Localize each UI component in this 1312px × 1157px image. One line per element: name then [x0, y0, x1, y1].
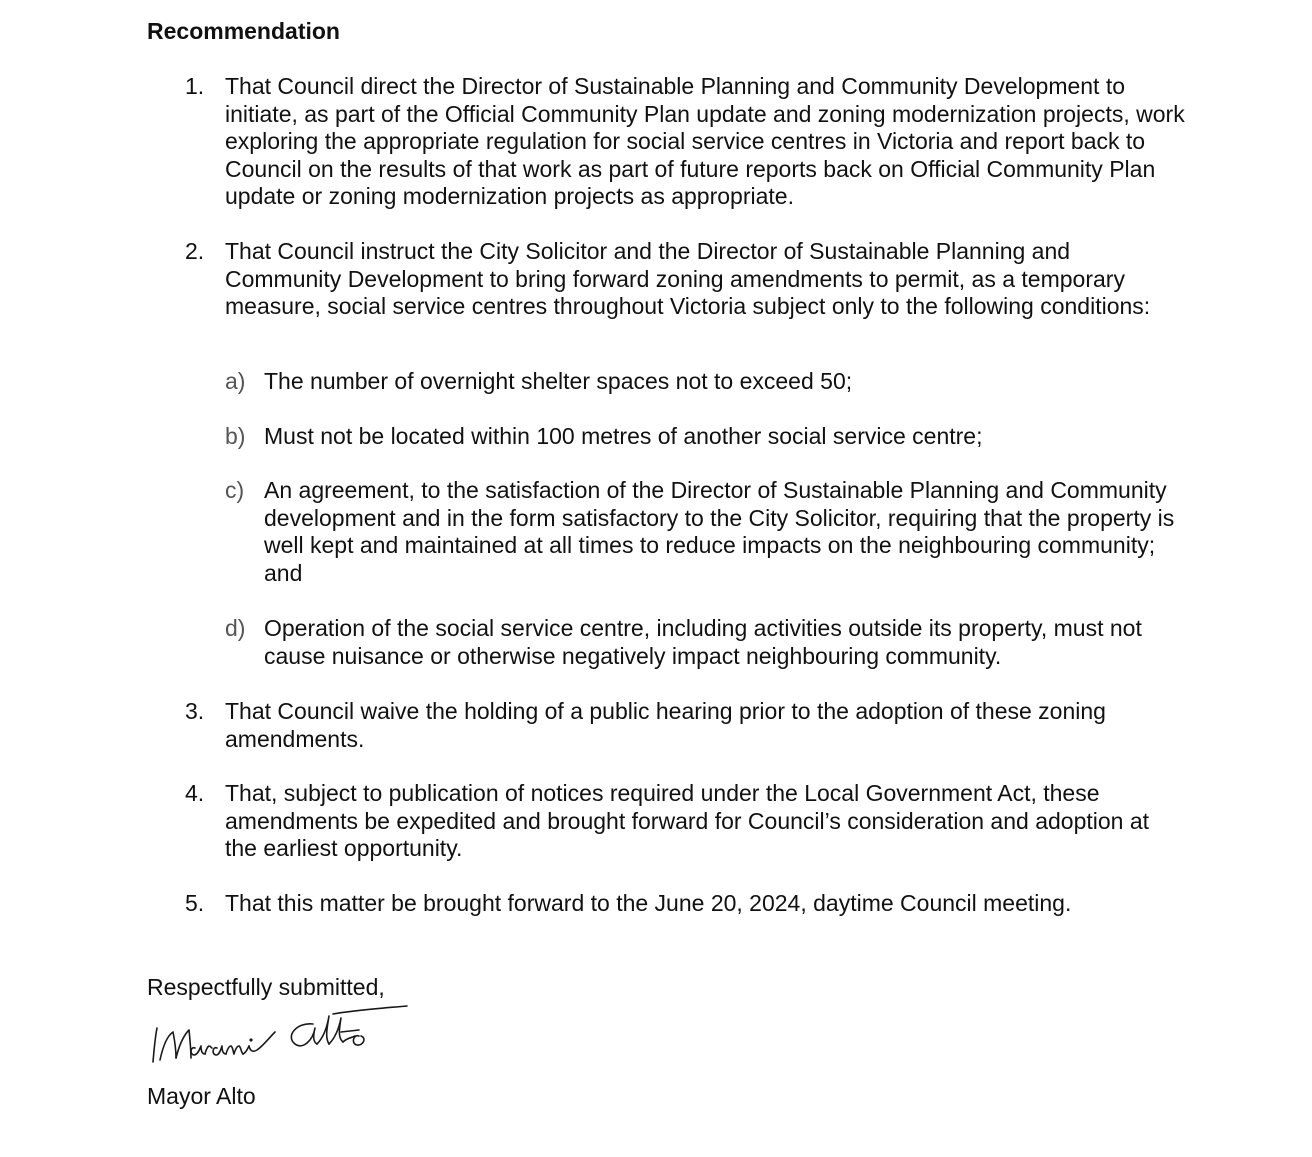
item-number: 3.: [185, 698, 205, 724]
condition-letter: d): [225, 615, 246, 641]
condition-letter: a): [225, 368, 246, 394]
condition-item: [225, 615, 1175, 670]
recommendation-item: [185, 698, 1185, 753]
condition-text: The number of overnight shelter spaces not to exceed 50;: [264, 368, 853, 394]
condition-letter: c): [225, 477, 245, 503]
condition-text: Must not be located within 100 metres of another social service centre;: [264, 423, 983, 449]
recommendation-item: [185, 890, 1185, 918]
condition-item: [225, 368, 1175, 396]
recommendation-item: [185, 73, 1185, 211]
item-number: 4.: [185, 780, 205, 806]
signatory-name: Mayor Alto: [147, 1083, 256, 1109]
item-text: That, subject to publication of notices required under the Local Government Act, these amendments be expedited and brought forward for Council’s consideration and adoption at the earliest opportunity.: [225, 780, 1150, 861]
recommendation-item: [185, 238, 1185, 321]
condition-text: An agreement, to the satisfaction of the Director of Sustainable Planning and Community development and in the form satisfactory to the City Solicitor, requiring that the property is well kept and maintained at all times to reduce impacts on the neighbouring community; and: [264, 477, 1175, 586]
condition-item: [225, 477, 1175, 587]
recommendation-item: [185, 780, 1185, 863]
condition-letter: b): [225, 423, 246, 449]
item-text: That Council direct the Director of Sustainable Planning and Community Development to initiate, as part of the Official Community Plan update and zoning modernization projects, work exploring the appropriate regulation for social service centres in Victoria and report back to Council on the results of that work as part of future reports back on Official Community Plan update or zoning modernization projects as appropriate.: [225, 73, 1185, 209]
item-number: 1.: [185, 73, 205, 99]
closing-text: Respectfully submitted,: [147, 974, 385, 1000]
item-text: That this matter be brought forward to the June 20, 2024, daytime Council meeting.: [225, 890, 1072, 916]
signature-image: [145, 1002, 415, 1074]
item-text: That Council instruct the City Solicitor and the Director of Sustainable Planning and Community Development to bring forward zoning amendments to permit, as a temporary measure, social service centres throughout Victoria subject only to the following conditions:: [225, 238, 1151, 319]
item-number: 5.: [185, 890, 205, 916]
condition-text: Operation of the social service centre, including activities outside its property, must not cause nuisance or otherwise negatively impact neighbouring community.: [264, 615, 1142, 669]
item-text: That Council waive the holding of a public hearing prior to the adoption of these zoning amendments.: [225, 698, 1106, 752]
section-heading: Recommendation: [147, 18, 340, 44]
condition-item: [225, 423, 1175, 451]
item-number: 2.: [185, 238, 205, 264]
